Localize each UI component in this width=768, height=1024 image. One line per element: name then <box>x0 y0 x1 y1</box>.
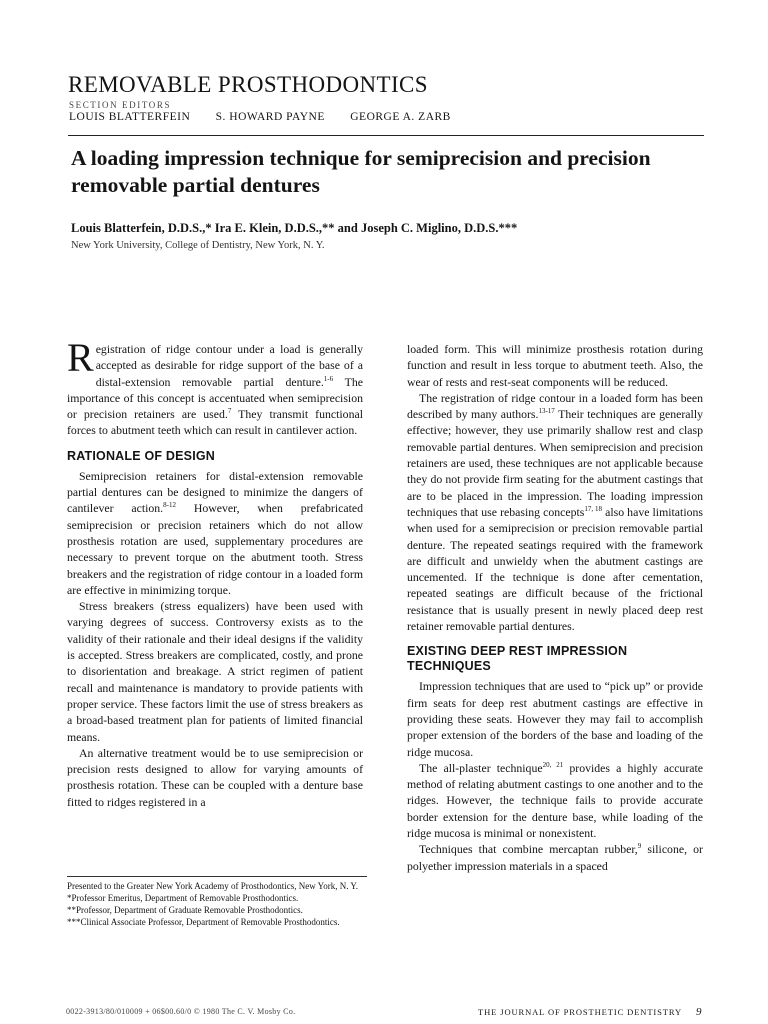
intro-paragraph: Registration of ridge contour under a load is generally accepted as desirable for ridge support of the base of a distal-extension removable partial denture.$^{1-6}$ The importance of this concept is accentuated when semiprecision or precision retainers are used.$^7$ They transmit functional forces to abutment teeth which can result in cantilever action. <box>67 335 363 438</box>
page-number: 9 <box>696 1006 702 1018</box>
editor-name: S. HOWARD PAYNE <box>215 111 325 123</box>
section-editors <box>69 111 473 123</box>
footer-journal <box>478 1006 702 1018</box>
section-heading: RATIONALE OF DESIGN <box>67 448 216 463</box>
section-heading: EXISTING DEEP REST IMPRESSION TECHNIQUES <box>407 644 628 674</box>
body-paragraph: The registration of ridge contour in a loaded form has been described by many authors.$^{13-17}$ Their techniques are generally effective; however, they use primarily shallow rest and clasp removable partial dentures. When semiprecision and precision retainers are used, these techniques are not applicable because they do not provide firm seating for the abutment castings that are to be placed in the impression. The loading impression techniques that use rebasing concepts$^{17, 18}$ also have limitations when used for a semiprecision or precision removable partial denture. The repeated seatings required with the framework are difficult and unwieldy when the abutment castings are uncemented. If the technique is done after cementation, repeated seatings are difficult because of the frictional resistance that is usually present in newly placed deep rest retainer removable partial dentures. <box>407 390 703 634</box>
footer-copyright: 0022-3913/80/010009 + 06$00.60/0 © 1980 The C. V. Mosby Co. <box>66 1007 296 1016</box>
body-paragraph: Impression techniques that are used to “pick up” or provide firm seats for deep rest abutment castings are effective in providing these seats. However they may fail to accomplish proper extension of the borders of the base and loading of the ridge mucosa. <box>407 679 703 759</box>
header-rule <box>68 135 704 136</box>
section-editors-label: SECTION EDITORS <box>69 100 172 110</box>
reference-superscript: 8-12 <box>163 501 176 510</box>
body-paragraph: Techniques that combine mercaptan rubber,$^9$ silicone, or polyether impression materials in a spaced <box>407 842 703 873</box>
footnote-rule <box>67 876 367 877</box>
footnote: ***Clinical Associate Professor, Department of Removable Prosthodontics. <box>67 917 340 927</box>
left-column <box>67 335 363 810</box>
journal-name: THE JOURNAL OF PROSTHETIC DENTISTRY <box>478 1007 683 1017</box>
body-paragraph: loaded form. This will minimize prosthesis rotation during function and result in less torque to abutment teeth. Also, the wear of rests and rest-seat components will be reduced. <box>407 342 703 389</box>
body-paragraph: Stress breakers (stress equalizers) have been used with varying degrees of success. Controversy exists as to the validity of their rationale and their ideal designs if the validity is accepted. Stress breakers are complicated, costly, and prone to disorientation and breakage. A strict regimen of patient recall and maintenance is mandatory to provide patients with proper service. These factors limit the use of stress breakers as a broad-based treatment plan for patients of limited financial means. <box>67 599 363 744</box>
footnote: *Professor Emeritus, Department of Removable Prosthodontics. <box>67 893 299 903</box>
editor-name: LOUIS BLATTERFEIN <box>69 111 191 123</box>
body-paragraph: Semiprecision retainers for distal-extension removable partial dentures can be designed to minimize the dangers of cantilever action.$^{8-12}$ However, when prefabricated semiprecision or precision retainers which do not allow prosthesis rotation are used, supplementary procedures are necessary to prevent torque on the abutment tooth. Stress breakers and the registration of ridge contour in a loaded form are effective in minimizing torque. <box>67 468 363 597</box>
reference-superscript: 1-6 <box>323 374 334 383</box>
reference-superscript: 20, 21 <box>542 760 564 769</box>
body-paragraph: An alternative treatment would be to use semiprecision or precision rests designed to allow for varying amounts of prosthesis rotation. These can be coupled with a denture base fitted to ridges registered in a <box>67 745 363 809</box>
footnote: **Professor, Department of Graduate Removable Prosthodontics. <box>67 905 303 915</box>
editor-name: GEORGE A. ZARB <box>350 111 451 123</box>
reference-superscript: 13-17 <box>538 407 555 416</box>
right-column <box>407 341 703 874</box>
reference-superscript: 17, 18 <box>584 505 603 514</box>
drop-cap: R <box>67 335 94 380</box>
reference-superscript: 7 <box>227 407 232 416</box>
article-affiliation: New York University, College of Dentistry, New York, N. Y. <box>71 240 325 251</box>
body-paragraph: The all-plaster technique$^{20, 21}$ provides a highly accurate method of relating abutment castings to one another and to the ridges. However, the technique fails to provide accurate border extension for the denture base, while loading of the ridge mucosa is minimal or nonexistent. <box>407 760 704 841</box>
article-authors: Louis Blatterfein, D.D.S.,* Ira E. Klein, D.D.S.,** and Joseph C. Miglino, D.D.S.*** <box>71 221 518 235</box>
article-title: A loading impression technique for semiprecision and precision removable partial dentures <box>71 146 651 197</box>
section-title: REMOVABLE PROSTHODONTICS <box>68 72 428 97</box>
footnotes <box>67 880 367 928</box>
reference-superscript: 9 <box>637 842 642 851</box>
footnote: Presented to the Greater New York Academy of Prosthodontics, New York, N. Y. <box>67 881 358 891</box>
